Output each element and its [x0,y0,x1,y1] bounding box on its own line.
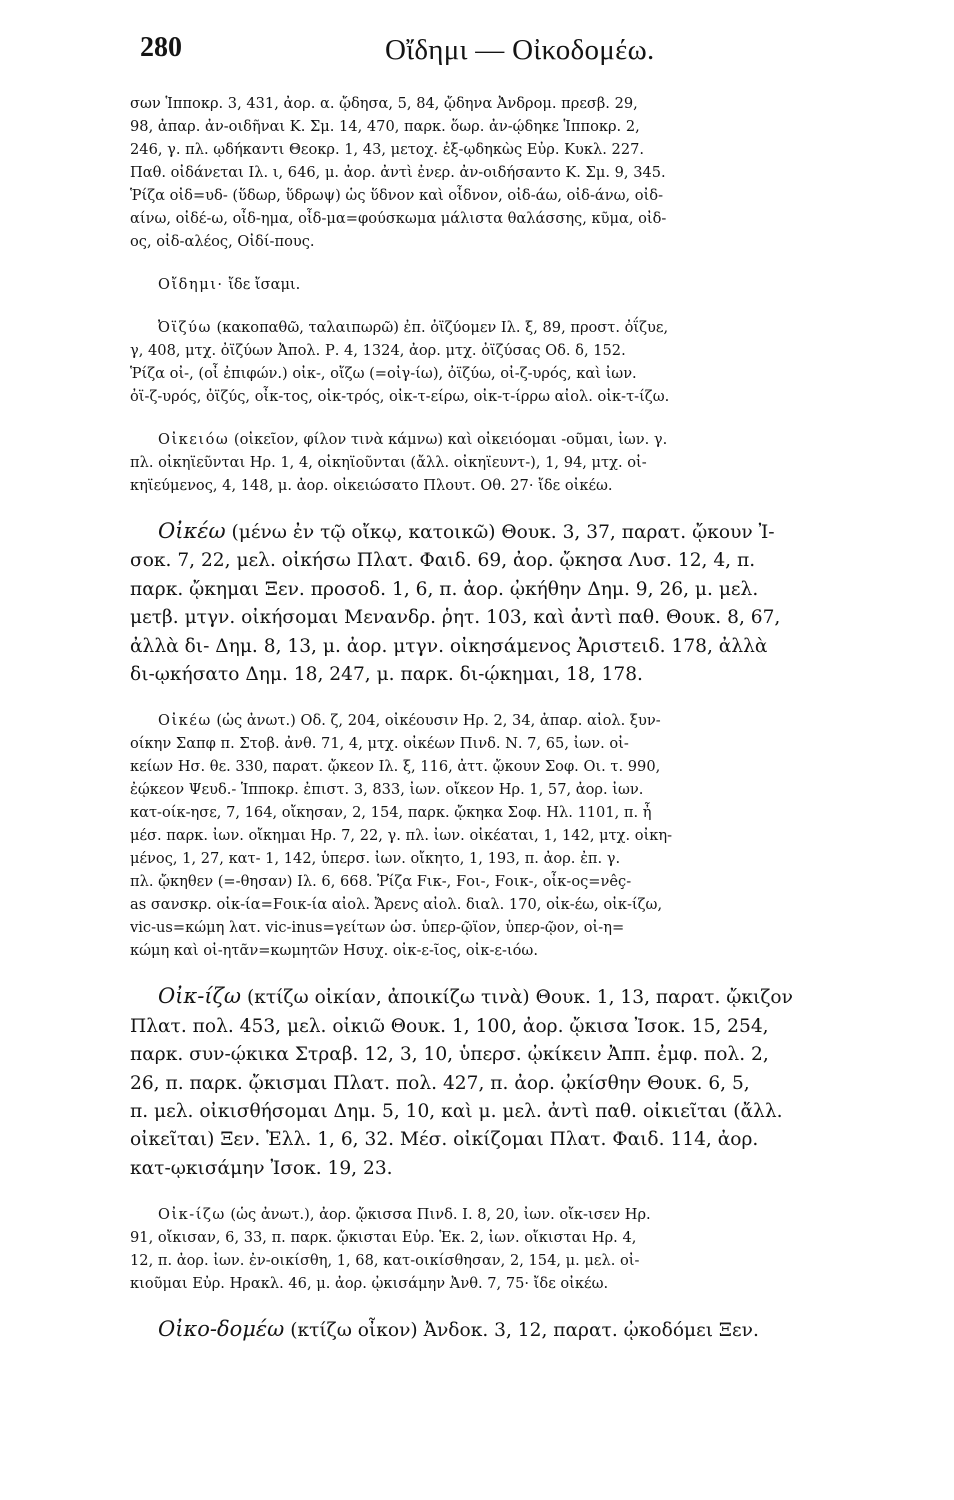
entry-text: μέσ. παρκ. ἰων. οἴκημαι Ηρ. 7, 22, γ. πλ. ἰων. οἰκέαται, 1, 142, μτχ. οἰκη- [130,827,673,845]
dictionary-entry-oikizo-2 [130,1203,900,1295]
entry-headword: Οἰκ-ίζω [158,1206,226,1224]
page-number: 280 [140,32,182,63]
entry-line [130,1126,900,1154]
entry-line [130,184,900,207]
entry-line [130,339,900,362]
entry-line [130,1013,900,1041]
entry-text: παρκ. ᾤκημαι Ξεν. προσοδ. 1, 6, π. ἀορ. ᾠκήθην Δημ. 9, 26, μ. μελ. [130,578,759,600]
entry-line [130,230,900,253]
entry-line [130,1272,900,1295]
entry-line [130,316,900,339]
entry-text: Ῥίζα οἰδ=υδ- (ὕδωρ, ὕδρωψ) ὡς ὕδνον καὶ οἶδνον, οἰδ-άω, οἰδ-άνω, οἰδ- [130,187,664,204]
entry-text: πλ. οἰκηϊεῦνται Ηρ. 1, 4, οἰκηϊοῦνται (ἄλλ. οἰκηϊευντ-), 1, 94, μτχ. οἰ- [130,454,647,471]
entry-text: σοκ. 7, 22, μελ. οἰκήσω Πλατ. Φαιδ. 69, ἀορ. ᾤκησα Λυσ. 12, 4, π. [130,550,756,572]
entry-line [130,1041,900,1069]
entry-line [130,1098,900,1126]
entry-headword: Οἰκέω [158,712,212,730]
entry-line [130,801,900,824]
entry-text: πλ. ᾤκηθεν (=-θησαν) Ιλ. 6, 668. Ῥίζα Fικ-, Fοι-, Fοικ-, οἶκ-ος=νêç- [130,873,632,891]
entry-line [130,138,900,161]
entry-line [130,1249,900,1272]
entry-text: 246, γ. πλ. ῳδήκαντι Θεοκρ. 1, 43, μετοχ. ἐξ-ῳδηκὼς Εὐρ. Κυκλ. 227. [130,141,645,158]
entry-headword: Οἰκ-ίζω [158,984,242,1009]
dictionary-entry-continuation [130,92,900,253]
entry-text: κηϊεύμενος, 4, 148, μ. ἀορ. οἰκειώσατο Πλουτ. Οθ. 27· ἴδε οἰκέω. [130,477,613,494]
entry-text: κιοῦμαι Εὐρ. Ηρακλ. 46, μ. ἀορ. ᾠκισάμην Ἀνθ. 7, 75· ἴδε οἰκέω. [130,1275,609,1293]
entry-line [130,755,900,778]
entry-text: (κτίζω οἰκίαν, ἀποικίζω τινὰ) Θουκ. 1, 13, παρατ. ᾤκιζον [241,987,793,1009]
entry-text: Ῥίζα οἰ-, (οἶ ἐπιφών.) οἰκ-, οἴζω (=οἰγ-ίω), ὀϊζύω, οἰ-ζ-υρός, καὶ ἰων. [130,365,637,382]
entry-line [130,604,900,632]
entry-line [130,1155,900,1183]
entry-text: οἰκεῖται) Ξεν. Ἑλλ. 1, 6, 32. Μέσ. οἰκίζομαι Πλατ. Φαιδ. 114, ἀορ. [130,1129,759,1151]
entry-line [130,633,900,661]
entry-line [130,576,900,604]
entry-line [130,893,900,916]
entry-text: γ, 408, μτχ. ὀϊζύων Ἀπολ. Ρ. 4, 1324, ἀορ. μτχ. ὀϊζύσας Οδ. δ, 152. [130,342,626,359]
entry-line [130,385,900,408]
entry-line [130,161,900,184]
entry-text: (ὡς ἀνωτ.), ἀορ. ᾤκισσα Πινδ. Ι. 8, 20, ἰων. οἴκ-ισεν Ηρ. [225,1206,651,1224]
entry-text: κατ-οίκ-ησε, 7, 164, οἴκησαν, 2, 154, παρκ. ᾤκηκα Σοφ. Ηλ. 1101, π. ἦ [130,804,652,822]
entry-line [130,847,900,870]
dictionary-entry-oidemi [130,273,900,296]
entry-text: ἀλλὰ δι- Δημ. 8, 13, μ. ἀορ. μτγν. οἰκησάμενος Ἀριστειδ. 178, ἀλλὰ [130,635,768,657]
entry-line [130,115,900,138]
entry-line [130,1070,900,1098]
entry-line [130,1226,900,1249]
entry-headword: Οἰκο-δομέω [158,1317,285,1342]
entry-text: ἴδε ἴσαμι. [223,276,301,293]
dictionary-entry-oikeio [130,428,900,497]
entry-line [130,870,900,893]
entry-line [130,824,900,847]
entry-text: ἐῴκεον Ψευδ.- Ἱπποκρ. ἐπιστ. 3, 833, ἰων. οἴκεον Ηρ. 1, 57, ἀορ. ἰων. [130,781,644,799]
entry-line [130,661,900,689]
entry-line [130,982,900,1012]
entries-column [130,92,900,1366]
entry-line [130,273,900,296]
entry-text: π. μελ. οἰκισθήσομαι Δημ. 5, 10, καὶ μ. μελ. ἀντὶ παθ. οἰκιεῖται (ἄλλ. [130,1101,783,1123]
entry-text: (μένω ἐν τῷ οἴκῳ, κατοικῶ) Θουκ. 3, 37, παρατ. ᾤκουν Ἰ- [225,522,775,543]
entry-text: δι-ῳκήσατο Δημ. 18, 247, μ. παρκ. δι-ῴκημαι, 18, 178. [130,664,643,686]
entry-line [130,1203,900,1226]
dictionary-entry-oizuo [130,316,900,408]
entry-text: 91, οἴκισαν, 6, 33, π. παρκ. ᾤκισται Εὐρ. Ἑκ. 2, ἰων. οἴκισται Ηρ. 4, [130,1229,637,1247]
entry-line [130,1315,900,1345]
entry-line [130,517,900,547]
page-header [0,30,954,80]
entry-text: (κτίζω οἶκον) Ἀνδοκ. 3, 12, παρατ. ᾠκοδόμει Ξεν. [284,1320,759,1342]
entry-headword: Ὀϊζύω [158,319,212,336]
entry-text: αίνω, οἰδέ-ω, οἶδ-ημα, οἶδ-μα=φούσκωμα μάλιστα θαλάσσης, κῦμα, οἰδ- [130,210,667,227]
entry-text: κατ-ῳκισάμην Ἰσοκ. 19, 23. [130,1157,393,1179]
entry-line [130,778,900,801]
entry-text: (οἰκεῖον, φίλον τινὰ κάμνω) καὶ οἰκειόομαι -οῦμαι, ἰων. γ. [229,431,668,448]
entry-headword: Οἰκέω [158,519,226,543]
entry-text: παρκ. συν-ῴκικα Στραβ. 12, 3, 10, ὑπερσ. ᾠκίκειν Ἀππ. ἐμφ. πολ. 2, [130,1044,769,1066]
entry-line [130,362,900,385]
entry-line [130,939,900,962]
running-head-title: Οἴδημι — Οἰκοδομέω. [385,34,655,66]
dictionary-entry-oikodomeo [130,1315,900,1345]
entry-line [130,428,900,451]
entry-text: κώμη καὶ οἰ-ητᾶν=κωμητῶν Ησυχ. οἰκ-ε-ῖος, οἰκ-ε-ιόω. [130,942,538,960]
entry-line [130,92,900,115]
entry-text: ος, οἰδ-αλέος, Οἰδί-πους. [130,233,315,250]
entry-text: μετβ. μτγν. οἰκήσομαι Μενανδρ. ῥητ. 103, καὶ ἀντὶ παθ. Θουκ. 8, 67, [130,607,781,629]
entry-text: 98, ἀπαρ. ἀν-οιδῆναι Κ. Σμ. 14, 470, παρκ. ὅωρ. ἀν-ῴδηκε Ἱπποκρ. 2, [130,118,640,135]
entry-line [130,709,900,732]
entry-text: (ὡς ἀνωτ.) Οδ. ζ, 204, οἰκέουσιν Ηρ. 2, 34, ἀπαρ. αἰολ. ξυν- [211,712,661,730]
entry-headword: Οἴδημι· [158,276,224,293]
entry-line [130,207,900,230]
entry-text: 12, π. ἀορ. ἰων. ἐν-οικίσθη, 1, 68, κατ-οικίσθησαν, 2, 154, μ. μελ. οἰ- [130,1252,640,1270]
entry-text: κείων Ησ. θε. 330, παρατ. ᾤκεον Ιλ. ξ, 116, ἀττ. ᾤκουν Σοφ. Οι. τ. 990, [130,758,661,776]
entry-text: Πλατ. πολ. 453, μελ. οἰκιῶ Θουκ. 1, 100, ἀορ. ᾤκισα Ἰσοκ. 15, 254, [130,1015,769,1037]
dictionary-entry-oikeo-1 [130,517,900,689]
entry-text: 26, π. παρκ. ᾤκισμαι Πλατ. πολ. 427, π. ἀορ. ᾠκίσθην Θουκ. 6, 5, [130,1072,750,1094]
entry-text: ὀϊ-ζ-υρός, ὀϊζύς, οἶκ-τος, οἰκ-τρός, οἰκ-τ-είρω, οἰκ-τ-ίρρω αἰολ. οἰκ-τ-ίζω. [130,388,670,405]
entry-text: vic-us=κώμη λατ. vic-inus=γείτων ὡσ. ὑπερ-ῷϊον, ὑπερ-ῷον, οἰ-η= [130,919,625,937]
dictionary-entry-oikeo-2 [130,709,900,962]
entry-text: (κακοπαθῶ, ταλαιπωρῶ) ἐπ. ὀϊζύομεν Ιλ. ξ, 89, προστ. ὀΐζυε, [211,319,669,336]
entry-text: as σανσκρ. οἰκ-ία=Fοικ-ία αἰολ. Ἄρενς αἰολ. διαλ. 170, οἰκ-έω, οἰκ-ίζω, [130,896,663,914]
entry-line [130,547,900,575]
entry-line [130,474,900,497]
entry-text: σων Ἱπποκρ. 3, 431, ἀορ. α. ᾤδησα, 5, 84, ᾤδηνα Ἀνδρομ. πρεσβ. 29, [130,95,638,112]
entry-line [130,451,900,474]
entry-line [130,732,900,755]
entry-text: μένος, 1, 27, κατ- 1, 142, ὑπερσ. ἰων. οἴκητο, 1, 193, π. ἀορ. ἐπ. γ. [130,850,621,868]
entry-text: Παθ. οἰδάνεται Ιλ. ι, 646, μ. ἀορ. ἀντὶ ἐνερ. ἀν-οιδήσαντο Κ. Σμ. 9, 345. [130,164,666,181]
entry-line [130,916,900,939]
entry-headword: Οἰκειόω [158,431,230,448]
dictionary-entry-oikizo-1 [130,982,900,1183]
entry-text: οίκην Σαπφ π. Στοβ. ἀνθ. 71, 4, μτχ. οἰκέων Πινδ. Ν. 7, 65, ἰων. οἰ- [130,735,629,753]
